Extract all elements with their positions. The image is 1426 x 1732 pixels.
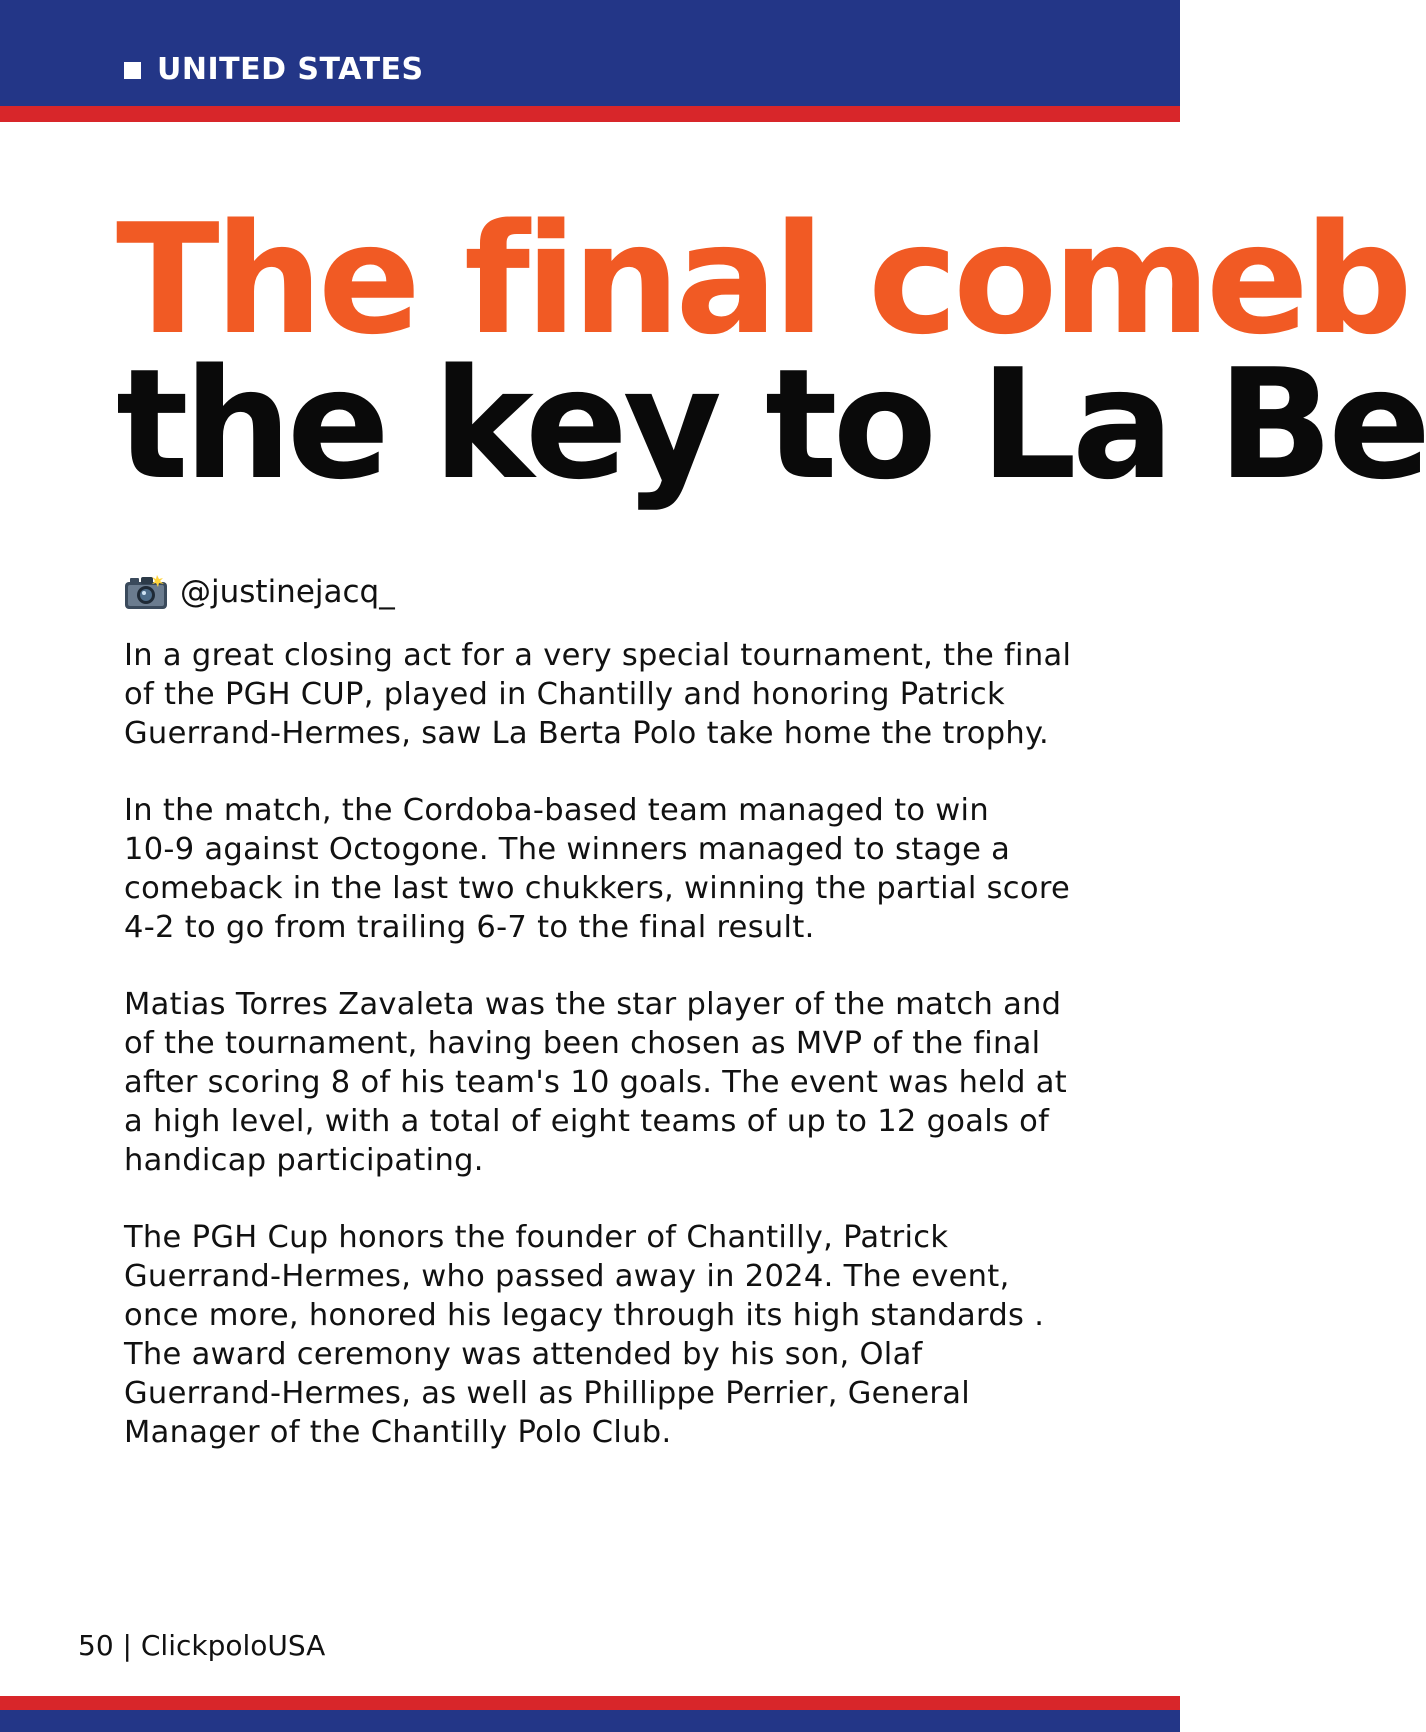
photo-credit-handle: @justinejacq_ (180, 574, 395, 610)
footer-band (0, 1710, 1180, 1732)
camera-icon (124, 574, 168, 610)
article-paragraph: In the match, the Cordoba-based team managed to win 10-9 against Octogone. The winners managed to stage a comeback in the last two chukkers, winning the partial score 4-2 to go from trailing 6-7 to the final result. (124, 793, 1071, 945)
photo-credit (124, 570, 395, 614)
page-footer-label: 50 | ClickpoloUSA (78, 1629, 326, 1662)
square-bullet-icon (124, 62, 141, 79)
article-paragraph: Matias Torres Zavaleta was the star player of the match and of the tournament, having been chosen as MVP of the final after scoring 8 of his team's 10 goals. The event was held at a high level, with a total of eight teams of up to 12 goals of handicap participating. (124, 987, 1067, 1178)
article-paragraph: In a great closing act for a very special tournament, the final of the PGH CUP, played in Chantilly and honoring Patrick Guerrand-Hermes, saw La Berta Polo take home the trophy. (124, 638, 1072, 751)
article-headline (116, 191, 1426, 513)
article-paragraph: The PGH Cup honors the founder of Chantilly, Patrick Guerrand-Hermes, who passed away in 2024. The event, once more, honored his legacy through its high standards . The award ceremony was attended by his son, Olaf Guerrand-Hermes, as well as Phillippe Perrier, General Manager of the Chantilly Polo Club. (124, 1220, 1045, 1450)
section-label (124, 48, 424, 92)
headline-line-2: the key to La Be (116, 336, 1426, 513)
footer-red-stripe (0, 1696, 1180, 1710)
article-body (124, 636, 1084, 1490)
header-red-stripe (0, 106, 1180, 122)
section-label-text: UNITED STATES (157, 52, 424, 87)
headline-line-1: The final comeb (116, 191, 1408, 368)
